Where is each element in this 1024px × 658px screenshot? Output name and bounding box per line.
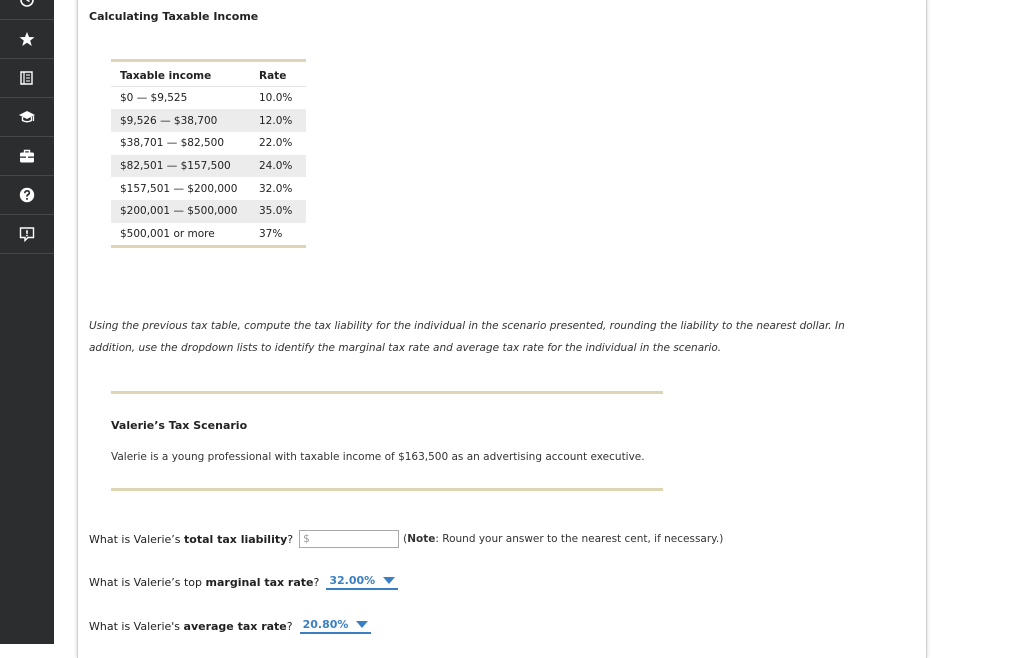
table-row [111, 132, 306, 155]
tax-table-header [111, 62, 306, 86]
rate-cell: 12.0% [250, 109, 306, 132]
question-marginal-tax-rate [89, 574, 398, 590]
rate-cell: 35.0% [250, 200, 306, 223]
tax-liability-input[interactable] [299, 530, 399, 548]
sidebar-item-history[interactable] [0, 0, 54, 20]
clock-icon [19, 0, 35, 8]
rate-cell: 24.0% [250, 155, 306, 178]
income-cell: $82,501 — $157,500 [111, 155, 250, 178]
scenario-title: Valerie’s Tax Scenario [111, 419, 248, 432]
income-cell: $38,701 — $82,500 [120, 137, 225, 150]
sidebar-item-ebook[interactable] [0, 58, 54, 98]
table-row [111, 155, 306, 178]
scenario-box [111, 391, 663, 491]
content-panel [77, 0, 927, 658]
average-rate-dropdown[interactable] [300, 618, 372, 634]
income-cell: $500,001 or more [120, 227, 215, 240]
question-prefix: What is Valerie’s [89, 532, 181, 546]
question-total-tax-liability [89, 530, 723, 548]
rate-cell: 10.0% [259, 91, 293, 104]
chevron-down-icon [383, 577, 395, 584]
note [403, 533, 723, 545]
question-prefix: What is Valerie’s top [89, 575, 203, 589]
briefcase-icon [19, 148, 35, 164]
tax-table [111, 59, 306, 248]
sidebar-item-courses[interactable] [0, 97, 54, 137]
marginal-rate-dropdown[interactable] [326, 574, 398, 590]
star-icon [19, 31, 35, 47]
dropdown-value: 20.80% [302, 618, 349, 631]
graduation-cap-icon [18, 109, 36, 125]
table-row [111, 177, 306, 200]
question-average-tax-rate [89, 618, 371, 634]
table-row [111, 109, 306, 132]
instructions-line-1: Using the previous tax table, compute the tax liability for the individual in the scenario presented, rounding the liability to the nearest dollar. In [89, 320, 845, 332]
table-row [111, 223, 306, 246]
chevron-down-icon [356, 621, 368, 628]
income-cell: $9,526 — $38,700 [111, 109, 250, 132]
currency-placeholder: $ [303, 533, 310, 545]
question-bold: marginal tax rate [205, 575, 314, 589]
question-bold: total tax liability [184, 532, 288, 546]
sidebar-item-favorites[interactable] [0, 19, 54, 59]
instructions [89, 315, 889, 359]
instructions-line-2: addition, use the dropdown lists to identify the marginal tax rate and average tax rate for the individual in the scenario. [89, 342, 722, 354]
rate-cell: 37% [259, 227, 283, 240]
rate-cell: 32.0% [259, 182, 293, 195]
table-row [111, 200, 306, 223]
question-suffix: ? [313, 575, 320, 589]
table-row [111, 86, 306, 109]
book-icon [19, 70, 35, 86]
scenario-text: Valerie is a young professional with taxable income of $163,500 as an advertising account executive. [111, 451, 645, 463]
question-bold: average tax rate [183, 619, 287, 633]
income-cell: $0 — $9,525 [120, 91, 188, 104]
note-text: : Round your answer to the nearest cent, if necessary.) [435, 533, 724, 545]
sidebar-item-help[interactable] [0, 175, 54, 215]
question-suffix: ? [287, 532, 294, 546]
sidebar-item-feedback[interactable] [0, 214, 54, 254]
note-label: Note [407, 533, 436, 545]
income-cell: $157,501 — $200,000 [120, 182, 238, 195]
dropdown-value: 32.00% [329, 574, 376, 587]
column-header-rate: Rate [250, 62, 306, 86]
column-header-income: Taxable income [111, 62, 250, 86]
rate-cell: 22.0% [259, 137, 293, 150]
income-cell: $200,001 — $500,000 [111, 200, 250, 223]
question-prefix: What is Valerie's [89, 619, 181, 633]
sidebar-item-career[interactable] [0, 136, 54, 176]
section-title: Calculating Taxable Income [89, 10, 259, 23]
sidebar [0, 0, 54, 644]
note-open: ( [403, 533, 408, 545]
feedback-icon [19, 226, 35, 242]
question-suffix: ? [286, 619, 293, 633]
help-icon [19, 187, 35, 203]
